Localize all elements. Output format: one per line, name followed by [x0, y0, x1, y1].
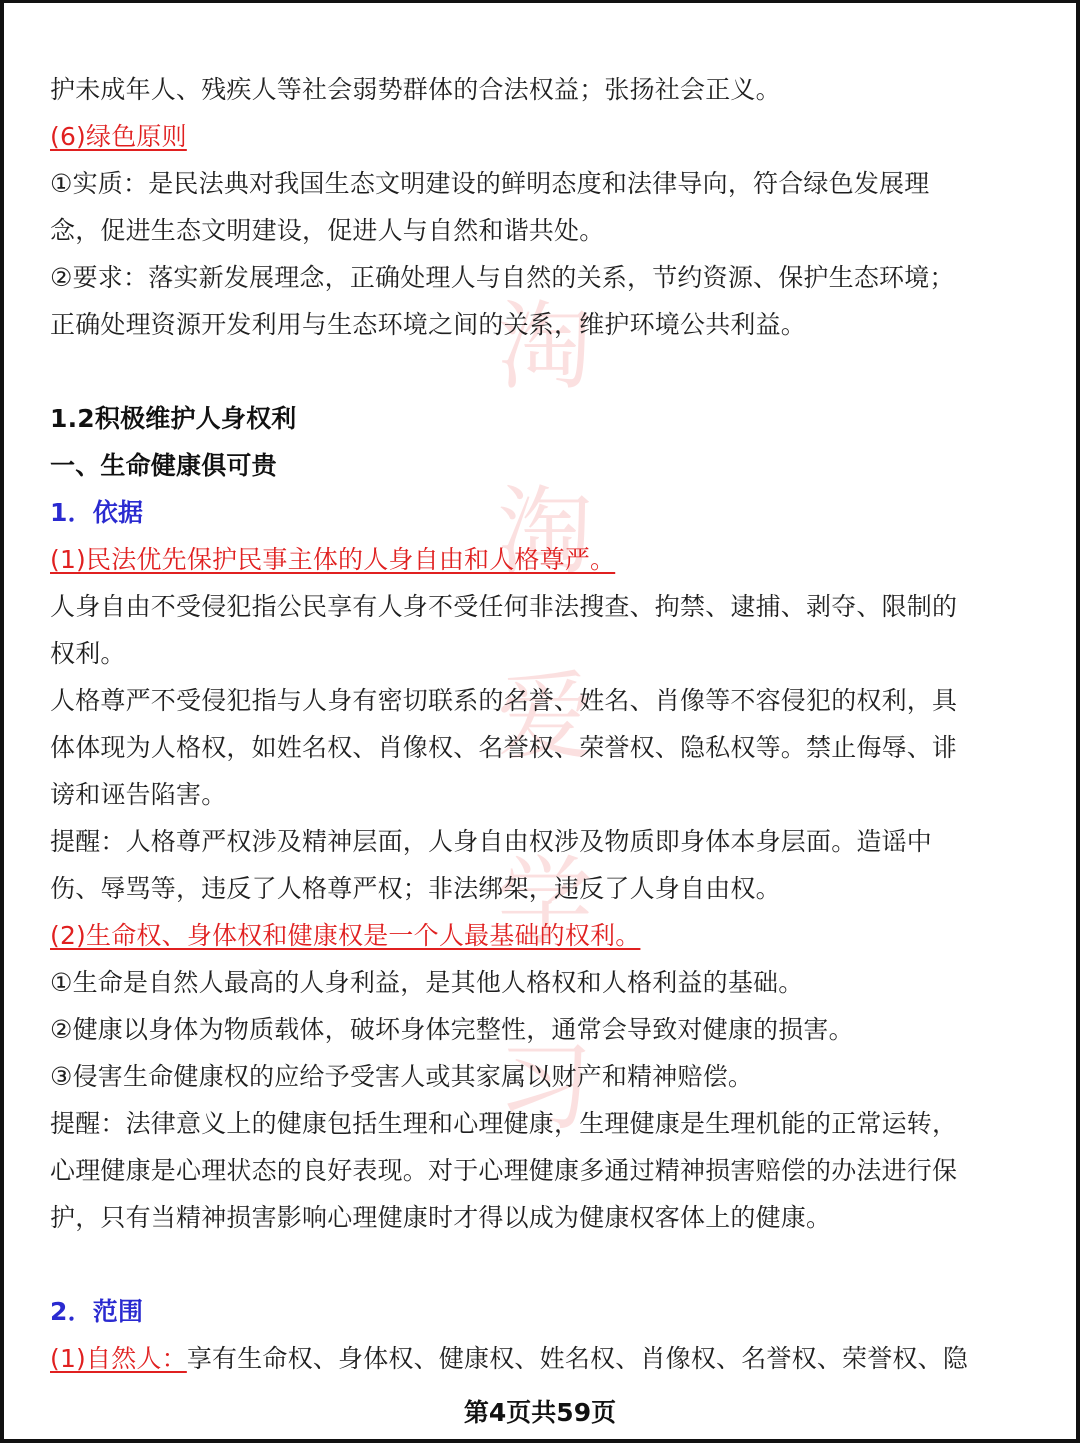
numbered-heading-scope: 2．范围: [50, 1297, 144, 1326]
watermark-char: 学: [497, 846, 593, 958]
page-border-right: [1076, 0, 1080, 1443]
paragraph-line: 谤和诬告陷害。: [50, 780, 227, 809]
paragraph-line: 提醒：人格尊严权涉及精神层面，人身自由权涉及物质即身体本身层面。造谣中: [50, 827, 933, 856]
subheading-basic-rights: [50, 912, 1035, 959]
watermark-char: 淘: [497, 291, 593, 403]
paragraph-text: 享有生命权、身体权、健康权、姓名权、肖像权、名誉权、荣誉权、隐: [186, 1344, 969, 1373]
paragraph-line: 人身自由不受侵犯指公民享有人身不受任何非法搜查、拘禁、逮捕、剥夺、限制的: [50, 592, 958, 621]
paragraph-line: ①实质：是民法典对我国生态文明建设的鲜明态度和法律导向，符合绿色发展理: [50, 169, 930, 198]
page-number: 第4页共59页: [463, 1398, 617, 1427]
section-gap: [50, 348, 1035, 395]
paragraph-line: 念，促进生态文明建设，促进人与自然和谐共处。: [50, 216, 605, 245]
watermark-char: 淘: [497, 476, 593, 588]
subheading-text: (6)绿色原则: [50, 122, 187, 151]
chapter-heading: 一、生命健康俱可贵: [50, 451, 277, 480]
paragraph-line: ③侵害生命健康权的应给予受害人或其家属以财产和精神赔偿。: [50, 1062, 754, 1091]
paragraph-line: 正确处理资源开发利用与生态环境之间的关系，维护环境公共利益。: [50, 310, 807, 339]
page-border-bottom: [0, 1439, 1080, 1443]
paragraph-line: 护未成年人、残疾人等社会弱势群体的合法权益；张扬社会正义。: [50, 75, 781, 104]
subheading-text: (1)自然人：: [50, 1344, 187, 1373]
section-gap: [50, 1241, 1035, 1288]
paragraph-line: 体体现为人格权，如姓名权、肖像权、名誉权、荣誉权、隐私权等。禁止侮辱、诽: [50, 733, 958, 762]
paragraph-line: 人格尊严不受侵犯指与人身有密切联系的名誉、姓名、肖像等不容侵犯的权利，具: [50, 686, 958, 715]
paragraph-line: ②健康以身体为物质载体，破坏身体完整性，通常会导致对健康的损害。: [50, 1015, 854, 1044]
subheading-green-principle: [50, 113, 1035, 160]
paragraph-line: 护，只有当精神损害影响心理健康时才得以成为健康权客体上的健康。: [50, 1203, 832, 1232]
subheading-personal-freedom: [50, 536, 1035, 583]
subheading-text: (2)生命权、身体权和健康权是一个人最基础的权利。: [50, 921, 641, 950]
subheading-text: (1)民法优先保护民事主体的人身自由和人格尊严。: [50, 545, 616, 574]
page-border-top: [0, 0, 1080, 3]
numbered-heading-basis: 1．依据: [50, 498, 144, 527]
paragraph-line: 权利。: [50, 639, 126, 668]
paragraph-line: ①生命是自然人最高的人身利益，是其他人格权和人格利益的基础。: [50, 968, 804, 997]
paragraph-line: 伤、辱骂等，违反了人格尊严权；非法绑架，违反了人身自由权。: [50, 874, 781, 903]
paragraph-line: ②要求：落实新发展理念，正确处理人与自然的关系，节约资源、保护生态环境；: [50, 263, 955, 292]
paragraph-line: 心理健康是心理状态的良好表现。对于心理健康多通过精神损害赔偿的办法进行保: [50, 1156, 958, 1185]
watermark-char: 习: [497, 1031, 593, 1143]
paragraph-line: 提醒：法律意义上的健康包括生理和心理健康，生理健康是生理机能的正常运转，: [50, 1109, 958, 1138]
document-body: [50, 66, 1035, 1382]
paragraph-line-natural-person: [50, 1335, 1035, 1382]
section-title: 1.2积极维护人身权利: [50, 404, 297, 433]
watermark-char: 爱: [497, 661, 593, 773]
page-border-left: [0, 0, 4, 1443]
